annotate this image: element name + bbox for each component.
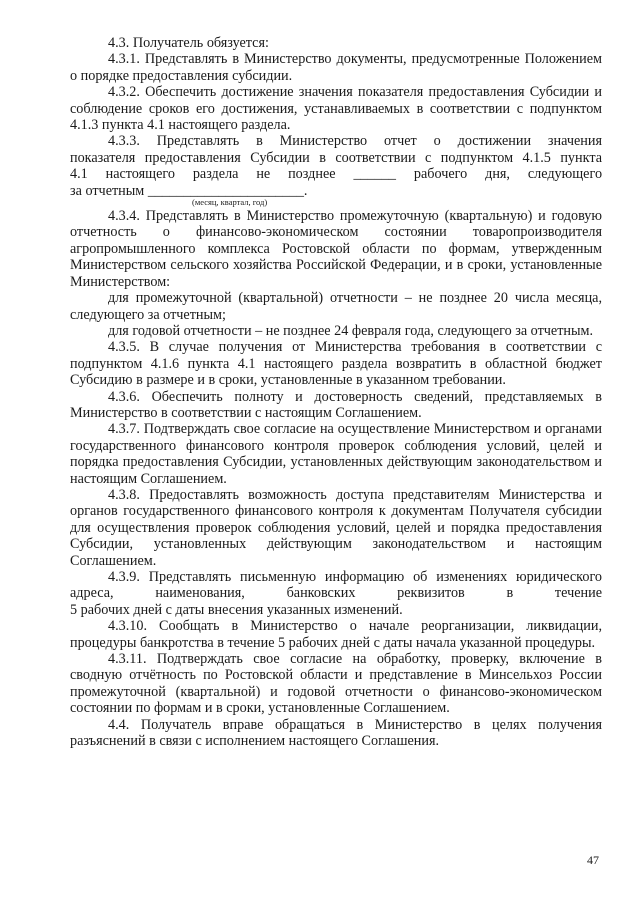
para-4-4: 4.4. Получатель вправе обращаться в Министерство в целях получения разъяснений в связи с исполнением настоящего Соглашения. [70, 716, 602, 750]
para-4-3-3: 4.3.3. Представлять в Министерство отчет о достижении значения показателя предоставления Субсидии в соответствии с подпунктом 4.1.5 пункта 4.1 настоящего раздела не позднее ______ рабочего дня, следующего за отчетным ______________________. (месяц, квартал, год) [70, 133, 602, 207]
para-4-3-9: 4.3.9. Представлять письменную информацию об изменениях юридического адреса, наименования, банковских реквизитов в течение 5 рабочих дней с даты внесения указанных изменений. [70, 569, 602, 618]
para-4-3-4-quarterly: для промежуточной (квартальной) отчетности – не позднее 20 числа месяца, следующего за отчетным; [70, 290, 602, 323]
para-4-3-5: 4.3.5. В случае получения от Министерства требования в соответствии с подпунктом 4.1.6 пункта 4.1 настоящего раздела возвратить в областной бюджет Субсидию в размере и в сроки, установленные в указанном требовании. [70, 339, 602, 389]
document-page [70, 35, 602, 749]
period-blank: ______________________ [147, 182, 304, 199]
period-caption: (месяц, квартал, год) [192, 197, 268, 208]
para-4-3-4: 4.3.4. Представлять в Министерство промежуточную (квартальную) и годовую отчетность о финансово-экономическом состоянии товаропроизводителя агропромышленного комплекса Ростовской области по формам, утвержденным Министерством сельского хозяйства Российской Федерации, и в сроки, установленные Министерством: [70, 208, 602, 290]
para-4-3-2: 4.3.2. Обеспечить достижение значения показателя предоставления Субсидии и соблюдение сроков его достижения, устанавливаемых в соответствии с подпунктом 4.1.3 пункта 4.1 настоящего раздела. [70, 84, 602, 134]
para-4-3-11: 4.3.11. Подтверждать свое согласие на обработку, проверку, включение в сводную отчётность по Ростовской области и представление в Минсельхоз России промежуточной (квартальной) и годовой отчетности о финансово-экономическом состоянии по формам и в сроки, установленные Соглашением. [70, 651, 602, 717]
para-4-3-6: 4.3.6. Обеспечить полноту и достоверность сведений, представляемых в Министерство в соответствии с настоящим Соглашением. [70, 388, 602, 421]
para-4-3-1: 4.3.1. Представлять в Министерство документы, предусмотренные Положением о порядке предоставления субсидии. [70, 51, 602, 84]
para-4-3-4-annual: для годовой отчетности – не позднее 24 февраля года, следующего за отчетным. [108, 322, 594, 339]
page-number: 47 [587, 853, 599, 867]
deadline-blank: ______ [353, 166, 396, 183]
para-4-3-8: 4.3.8. Предоставлять возможность доступа представителям Министерства и органов государственного финансового контроля к документам Получателя субсидии для осуществления проверок соблюдения условий, целей и порядка предоставления Субсидии, установленных действующим законодательством и настоящим Соглашением. [70, 486, 602, 569]
para-4-3: 4.3. Получатель обязуется: [108, 35, 269, 51]
para-4-3-10: 4.3.10. Сообщать в Министерство о начале реорганизации, ликвидации, процедуры банкротства в течение 5 рабочих дней с даты начала указанной процедуры. [70, 618, 602, 651]
para-4-3-7: 4.3.7. Подтверждать свое согласие на осуществление Министерством и органами государственного финансового контроля проверок соблюдения условий, целей и порядка предоставления Субсидии, установленных действующим законодательством и настоящим Соглашением. [70, 421, 602, 487]
